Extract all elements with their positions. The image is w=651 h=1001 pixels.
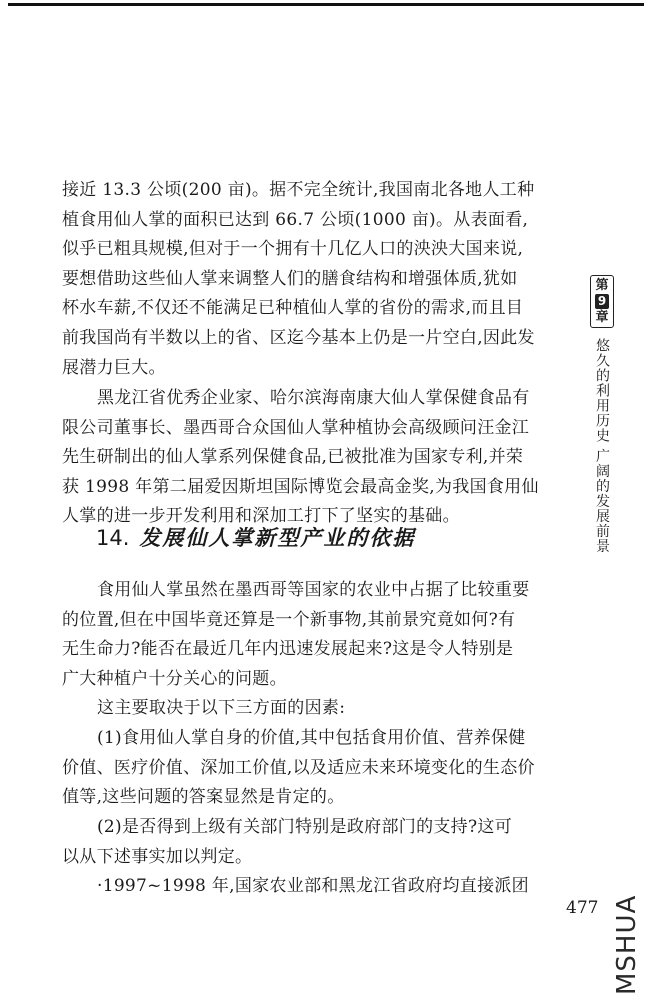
paragraph-4 [62,694,552,724]
text-line: 前我国尚有半数以上的省、区迄今基本上仍是一片空白,因此发 [62,327,535,348]
text-line: 接近 13.3 公顷(200 亩)。据不完全统计,我国南北各地人工种 [62,180,535,200]
text-line: (2)是否得到上级有关部门特别是政府部门的支持?这可 [97,817,512,837]
paragraph-7 [62,872,552,902]
section-number: 14. [96,526,130,550]
text-line: 黑龙江省优秀企业家、哈尔滨海南康大仙人掌保健食品有 [97,388,530,408]
text-line: 这主要取决于以下三方面的因素: [97,698,346,718]
chapter-side-title: 悠久的利用历史 广阔的发展前景 [594,338,610,554]
page-number: 477 [566,898,599,918]
text-line: 限公司董事长、墨西哥合众国仙人掌种植协会高级顾问汪金江 [62,417,530,438]
text-line: 人掌的进一步开发利用和深加工打下了坚实的基础。 [62,506,460,527]
chapter-label-top: 第 [595,278,609,293]
chapter-tab [588,275,616,553]
paragraph-1 [62,176,552,383]
paragraph-5 [62,724,552,813]
watermark [612,885,642,995]
text-line: 值等,这些问题的答案显然是肯定的。 [62,787,345,808]
text-line: 获 1998 年第二届爱因斯坦国际博览会最高金奖,为我国食用仙 [62,476,539,497]
text-line: 似乎已粗具规模,但对于一个拥有十几亿人口的泱泱大国来说, [62,239,524,260]
text-line: 杯水车薪,不仅还不能满足已种植仙人掌的省份的需求,而且目 [62,298,524,319]
text-line: 食用仙人掌虽然在墨西哥等国家的农业中占据了比较重要 [97,580,530,600]
section-title: 发展仙人掌新型产业的依据 [139,525,416,550]
text-line: (1)食用仙人掌自身的价值,其中包括食用价值、营养保健 [97,728,526,748]
chapter-label-bottom: 章 [595,310,609,325]
text-line: ·1997~1998 年,国家农业部和黑龙江省政府均直接派团 [97,876,529,896]
text-line: 广大种植户十分关心的问题。 [62,668,287,689]
top-rule [8,3,644,6]
chapter-number: 9 [595,294,609,309]
text-line: 要想借助这些仙人掌来调整人们的膳食结构和增强体质,犹如 [62,268,518,289]
text-line: 先生研制出的仙人掌系列保健食品,已被批准为国家专利,并荣 [62,447,524,468]
paragraph-6 [62,813,552,872]
paragraph-2 [62,384,552,532]
text-line: 的位置,但在中国毕竟还算是一个新事物,其前景究竟如何?有 [62,609,516,630]
watermark-text: MSHUA [612,894,642,995]
chapter-badge [590,275,614,328]
section-heading [96,522,415,558]
text-line: 价值、医疗价值、深加工价值,以及适应未来环境变化的生态价 [62,757,535,778]
paragraph-3 [62,576,552,694]
text-line: 以从下述事实加以判定。 [62,846,253,867]
text-line: 植食用仙人掌的面积已达到 66.7 公顷(1000 亩)。从表面看, [62,209,529,230]
text-line: 展潜力巨大。 [62,357,166,378]
text-line: 无生命力?能否在最近几年内迅速发展起来?这是令人特别是 [62,639,514,660]
